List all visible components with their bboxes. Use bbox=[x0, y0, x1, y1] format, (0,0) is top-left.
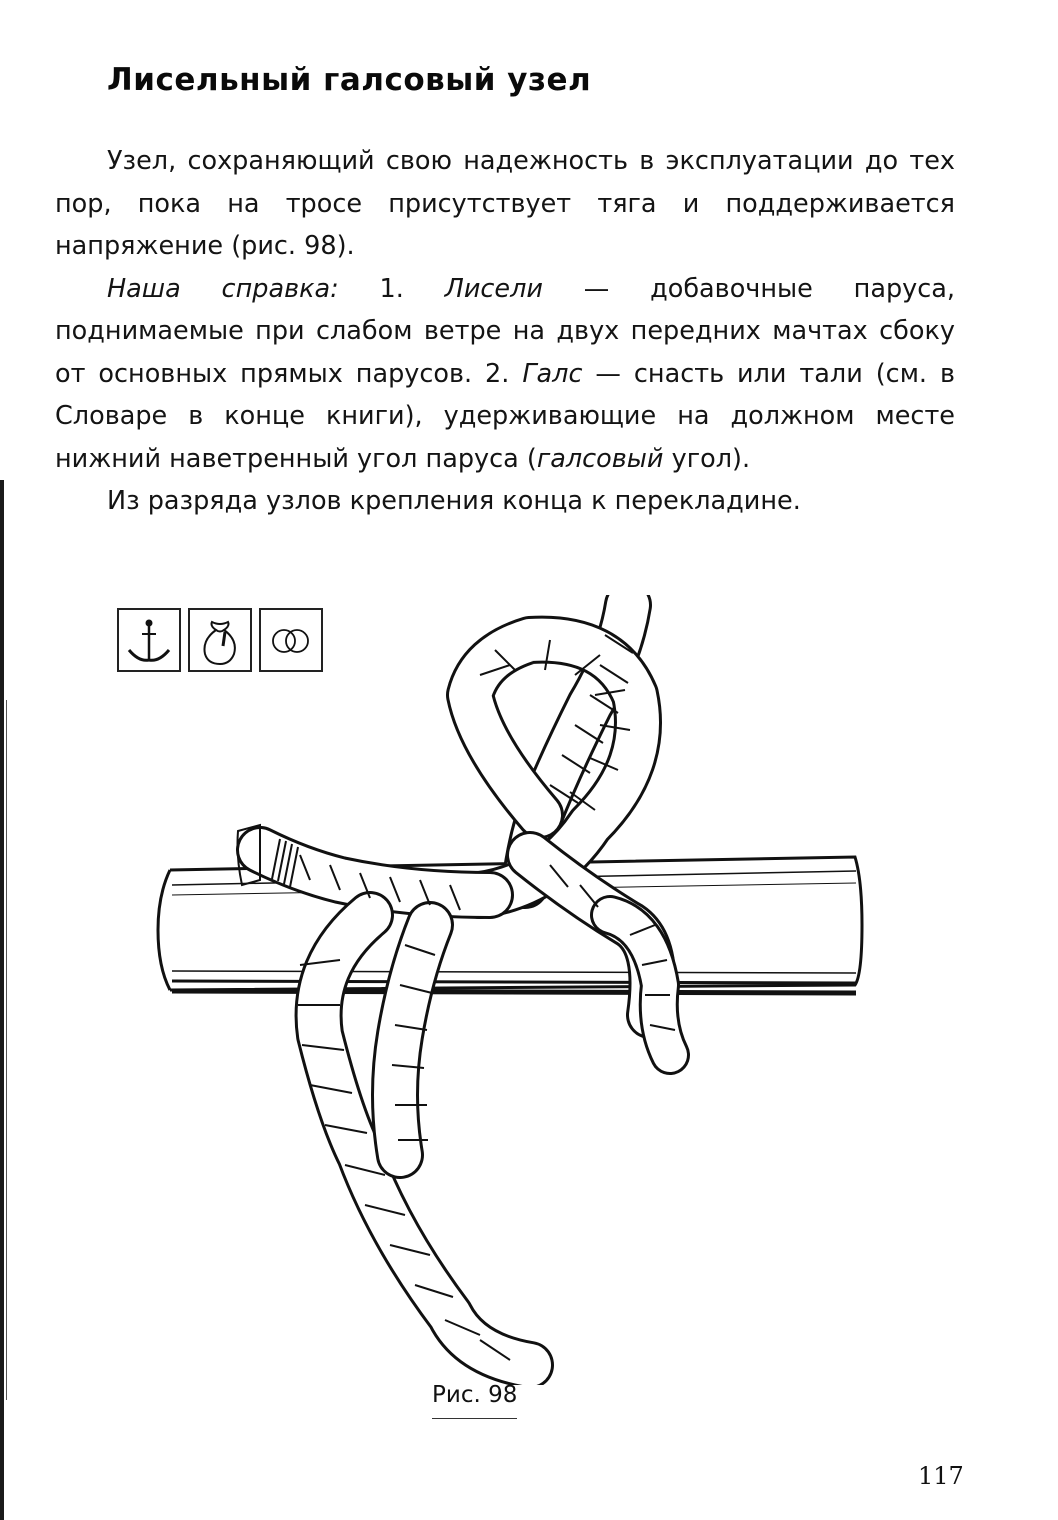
paragraph-reference bbox=[55, 268, 955, 481]
definition-end: угол). bbox=[663, 443, 751, 474]
term-galsovy: галсовый bbox=[536, 443, 664, 474]
page-edge-line bbox=[6, 700, 7, 1400]
reference-num: 1. bbox=[338, 273, 445, 304]
term-gals: Галс bbox=[522, 358, 583, 389]
definition-gals: — снасть или тали (см. в Словаре в конце книги), удерживающие на должном месте нижний наветренный угол паруса ( bbox=[55, 358, 956, 474]
page-number: 117 bbox=[918, 1462, 964, 1490]
page-edge-shadow bbox=[0, 480, 4, 1520]
figure-caption: Рис. 98 bbox=[432, 1382, 517, 1419]
knot-illustration bbox=[150, 595, 870, 1385]
rope-knot-drawing bbox=[150, 595, 870, 1385]
paragraph-category: Из разряда узлов крепления конца к перекладине. bbox=[107, 486, 801, 516]
definition-lisel: — добавочные паруса, поднимаемые при слабом ветре на двух передних мачтах сбоку от основных прямых парусов. 2. bbox=[55, 273, 955, 389]
body-text bbox=[55, 140, 955, 523]
reference-label: Наша справка: bbox=[107, 273, 339, 304]
page-title: Лисельный галсовый узел bbox=[107, 62, 592, 98]
term-lisel: Лисели bbox=[444, 273, 543, 304]
paragraph-intro: Узел, сохраняющий свою надежность в эксплуатации до тех пор, пока на тросе присутствует тяга и поддерживается напряжение (рис. 98). bbox=[55, 146, 955, 261]
